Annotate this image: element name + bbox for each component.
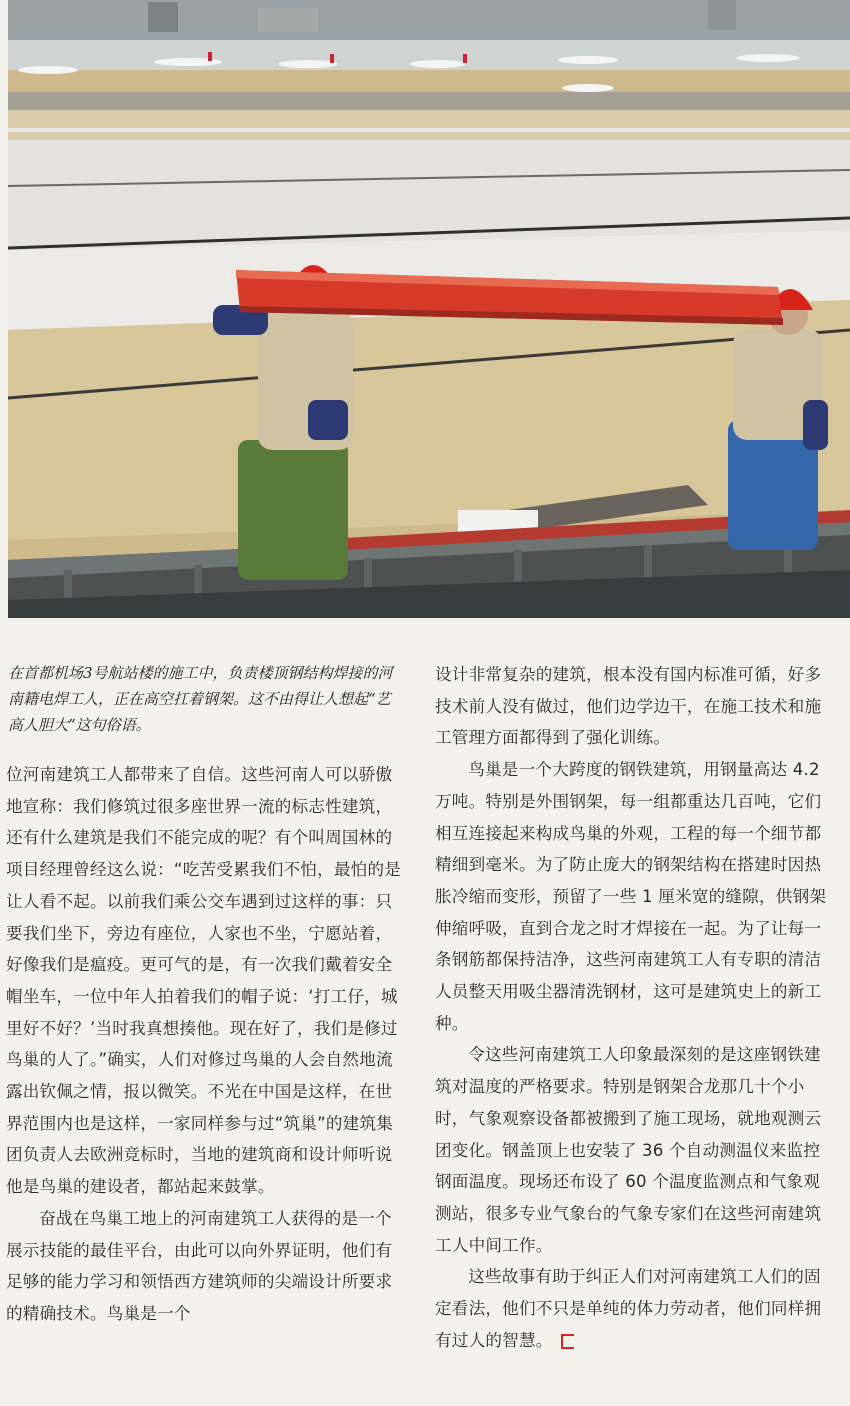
paragraph: 奋战在鸟巢工地上的河南建筑工人获得的是一个展示技能的最佳平台，由此可以向外界证明，他们有足够的能力学习和领悟西方建筑师的尖端设计所要求的精确技术。鸟巢是一个 bbox=[6, 1208, 393, 1323]
paragraph: 设计非常复杂的建筑，根本没有国内标准可循，好多技术前人没有做过，他们边学边干，在施工技术和施工管理方面都得到了强化训练。 bbox=[435, 665, 822, 748]
paragraph: 这些故事有助于纠正人们对河南建筑工人们的固定看法，他们不只是单纯的体力劳动者，他们同样拥有过人的智慧。 bbox=[435, 1267, 822, 1350]
paragraph: 令这些河南建筑工人印象最深刻的是这座钢铁建筑对温度的严格要求。特别是钢架合龙那几十个小时，气象观察设备都被搬到了施工现场，就地观测云团变化。钢盖顶上也安装了 36 个自动测温仪来监控钢面温度。现场还布设了 60 个温度监测点和气象观测站，很多专业气象台的气象专家们在这些河南建筑工人中间工作。 bbox=[435, 1045, 822, 1255]
construction-photo bbox=[8, 0, 850, 618]
workers-illustration bbox=[8, 0, 850, 618]
photo-caption bbox=[8, 660, 403, 738]
paragraph: 鸟巢是一个大跨度的钢铁建筑，用钢量高达 4.2 万吨。特别是外围钢架，每一组都重达几百吨，它们相互连接起来构成鸟巢的外观，工程的每一个细节都精细到毫米。为了防止庞大的钢架结构在搭建时因热胀冷缩而变形，预留了一些 1 厘米宽的缝隙，供钢架伸缩呼吸，直到合龙之时才焊接在一起。为了让每一条钢筋都保持洁净，这些河南建筑工人有专职的清洁人员整天用吸尘器清洗钢材，这可是建筑史上的新工种。 bbox=[435, 760, 827, 1033]
caption-text: 在首都机场3号航站楼的施工中，负责楼顶钢结构焊接的河南籍电焊工人，正在高空扛着钢架。这不由得让人想起“艺高人胆大”这句俗语。 bbox=[8, 664, 393, 734]
article-column-right bbox=[435, 659, 830, 1356]
paragraph: 位河南建筑工人都带来了自信。这些河南人可以骄傲地宣称：我们修筑过很多座世界一流的标志性建筑，还有什么建筑是我们不能完成的呢？有个叫周国林的项目经理曾经这么说：“吃苦受累我们不怕，最怕的是让人看不起。以前我们乘公交车遇到过这样的事：只要我们坐下，旁边有座位，人家也不坐，宁愿站着，好像我们是瘟疫。更可气的是，有一次我们戴着安全帽坐车，一位中年人拍着我们的帽子说：‘打工仔，城里好不好？’当时我真想揍他。现在好了，我们是修过鸟巢的人了。”确实，人们对修过鸟巢的人会自然地流露出钦佩之情，报以微笑。不光在中国是这样，在世界范围内也是这样，一家同样参与过“筑巢”的建筑集团负责人去欧洲竞标时，当地的建筑商和设计师听说他是鸟巢的建设者，都站起来鼓掌。 bbox=[6, 765, 402, 1197]
article-column-left bbox=[6, 759, 402, 1330]
end-of-article-icon bbox=[561, 1334, 574, 1349]
